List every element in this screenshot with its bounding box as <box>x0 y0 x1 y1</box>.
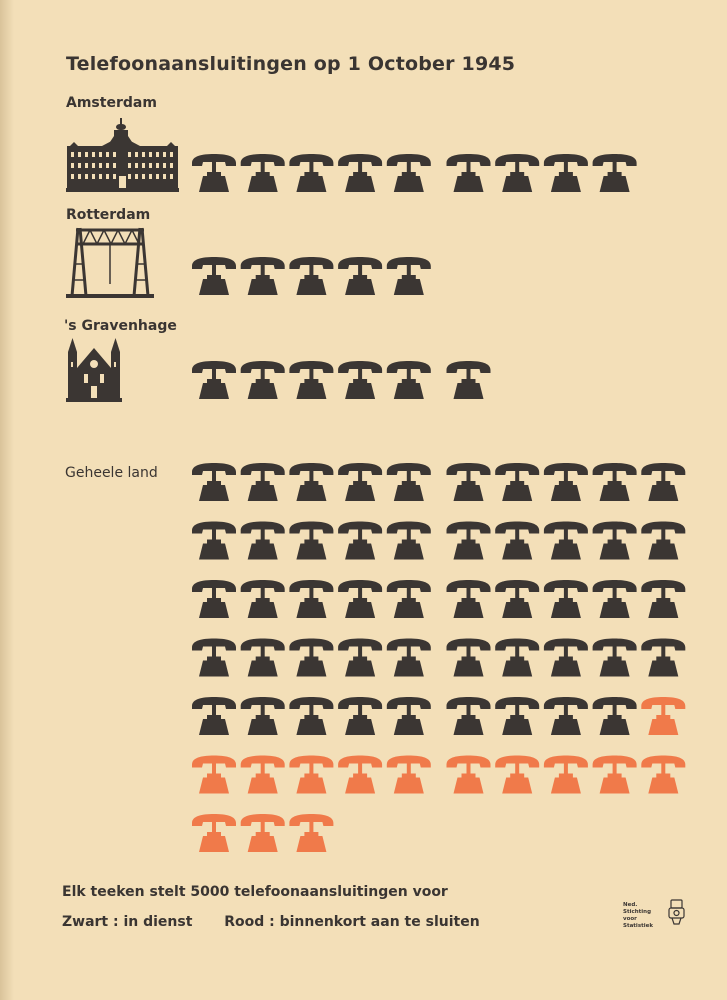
phone-geheele-land-pending-52 <box>241 756 285 794</box>
phone-geheele-land-pending-59 <box>593 756 637 794</box>
phone-geheele-land-in-service-1 <box>192 463 236 501</box>
phone-amsterdam-in-service-4 <box>338 154 382 192</box>
phone-geheele-land-in-service-40 <box>641 639 685 677</box>
phone-geheele-land-pending-63 <box>289 814 333 852</box>
phone-geheele-land-in-service-46 <box>447 697 491 735</box>
publisher-line-1: Ned. Stichting <box>623 902 652 915</box>
phone-geheele-land-in-service-6 <box>447 463 491 501</box>
phone-geheele-land-in-service-24 <box>338 580 382 618</box>
chart-title: Telefoonaansluitingen op 1 October 1945 <box>66 53 516 75</box>
phone-geheele-land-in-service-33 <box>289 639 333 677</box>
phone-geheele-land-in-service-29 <box>593 580 637 618</box>
phone-geheele-land-in-service-4 <box>338 463 382 501</box>
phone-rotterdam-in-service-1 <box>192 257 236 295</box>
phone-geheele-land-in-service-26 <box>447 580 491 618</box>
phone-geheele-land-in-service-30 <box>641 580 685 618</box>
phone-rotterdam-in-service-5 <box>387 257 431 295</box>
phone-amsterdam-in-service-2 <box>241 154 285 192</box>
phone-rotterdam-in-service-4 <box>338 257 382 295</box>
phone-geheele-land-in-service-44 <box>338 697 382 735</box>
phone-geheele-land-in-service-10 <box>641 463 685 501</box>
phone-geheele-land-in-service-8 <box>544 463 588 501</box>
legend-red-text: Rood : binnenkort aan te sluiten <box>224 914 480 930</box>
phone-geheele-land-in-service-18 <box>544 522 588 560</box>
label-amsterdam: Amsterdam <box>66 95 157 111</box>
phone-geheele-land-in-service-19 <box>593 522 637 560</box>
phone-geheele-land-in-service-14 <box>338 522 382 560</box>
phone-geheele-land-pending-51 <box>192 756 236 794</box>
phone-geheele-land-pending-60 <box>641 756 685 794</box>
phone-geheele-land-pending-56 <box>447 756 491 794</box>
phone-s-gravenhage-in-service-5 <box>387 361 431 399</box>
phone-rotterdam-pending-6 <box>447 257 491 295</box>
phone-geheele-land-in-service-2 <box>241 463 285 501</box>
phone-s-gravenhage-in-service-3 <box>289 361 333 399</box>
phone-geheele-land-pending-54 <box>338 756 382 794</box>
phone-amsterdam-in-service-1 <box>192 154 236 192</box>
phone-geheele-land-in-service-34 <box>338 639 382 677</box>
phone-geheele-land-in-service-16 <box>447 522 491 560</box>
phone-amsterdam-in-service-8 <box>544 154 588 192</box>
phone-geheele-land-in-service-21 <box>192 580 236 618</box>
publisher-line-2: voor Statistiek <box>623 916 653 929</box>
phone-amsterdam-in-service-3 <box>289 154 333 192</box>
phone-geheele-land-pending-57 <box>495 756 539 794</box>
phone-s-gravenhage-in-service-1 <box>192 361 236 399</box>
phone-amsterdam-in-service-7 <box>495 154 539 192</box>
phone-geheele-land-in-service-36 <box>447 639 491 677</box>
phone-geheele-land-in-service-22 <box>241 580 285 618</box>
phone-geheele-land-in-service-43 <box>289 697 333 735</box>
phone-geheele-land-in-service-37 <box>495 639 539 677</box>
phone-geheele-land-in-service-39 <box>593 639 637 677</box>
phone-geheele-land-in-service-25 <box>387 580 431 618</box>
phone-s-gravenhage-in-service-2 <box>241 361 285 399</box>
phone-geheele-land-in-service-35 <box>387 639 431 677</box>
publisher-logo-icon <box>668 899 686 925</box>
phone-geheele-land-pending-53 <box>289 756 333 794</box>
phone-geheele-land-in-service-38 <box>544 639 588 677</box>
phone-geheele-land-in-service-31 <box>192 639 236 677</box>
phone-geheele-land-in-service-41 <box>192 697 236 735</box>
phone-geheele-land-in-service-48 <box>544 697 588 735</box>
label-gravenhage: 's Gravenhage <box>64 318 177 334</box>
phone-rotterdam-in-service-2 <box>241 257 285 295</box>
publisher-credit <box>623 902 665 930</box>
phone-amsterdam-in-service-6 <box>447 154 491 192</box>
phone-geheele-land-in-service-23 <box>289 580 333 618</box>
phone-geheele-land-pending-58 <box>544 756 588 794</box>
phone-rotterdam-in-service-3 <box>289 257 333 295</box>
phone-geheele-land-in-service-5 <box>387 463 431 501</box>
phone-geheele-land-in-service-27 <box>495 580 539 618</box>
phone-geheele-land-in-service-45 <box>387 697 431 735</box>
legend-unit-text: Elk teeken stelt 5000 telefoonaansluitingen voor <box>62 884 448 900</box>
phone-geheele-land-in-service-3 <box>289 463 333 501</box>
phone-amsterdam-in-service-5 <box>387 154 431 192</box>
phone-geheele-land-in-service-9 <box>593 463 637 501</box>
phone-geheele-land-in-service-13 <box>289 522 333 560</box>
phone-geheele-land-in-service-47 <box>495 697 539 735</box>
phone-s-gravenhage-in-service-4 <box>338 361 382 399</box>
phone-geheele-land-in-service-28 <box>544 580 588 618</box>
legend-black-text: Zwart : in dienst <box>62 914 193 930</box>
phone-geheele-land-pending-55 <box>387 756 431 794</box>
label-rotterdam: Rotterdam <box>66 207 151 223</box>
phone-geheele-land-pending-62 <box>241 814 285 852</box>
label-geheele-land: Geheele land <box>65 465 158 481</box>
phone-geheele-land-in-service-49 <box>593 697 637 735</box>
phone-geheele-land-pending-50 <box>641 697 685 735</box>
phone-geheele-land-in-service-15 <box>387 522 431 560</box>
phone-amsterdam-in-service-9 <box>593 154 637 192</box>
phone-geheele-land-in-service-32 <box>241 639 285 677</box>
phone-geheele-land-in-service-42 <box>241 697 285 735</box>
phone-geheele-land-pending-61 <box>192 814 236 852</box>
phone-geheele-land-in-service-12 <box>241 522 285 560</box>
phone-s-gravenhage-in-service-6 <box>447 361 491 399</box>
phone-geheele-land-in-service-7 <box>495 463 539 501</box>
phone-geheele-land-in-service-11 <box>192 522 236 560</box>
phone-geheele-land-in-service-17 <box>495 522 539 560</box>
phone-geheele-land-in-service-20 <box>641 522 685 560</box>
legend-colors <box>62 914 480 930</box>
